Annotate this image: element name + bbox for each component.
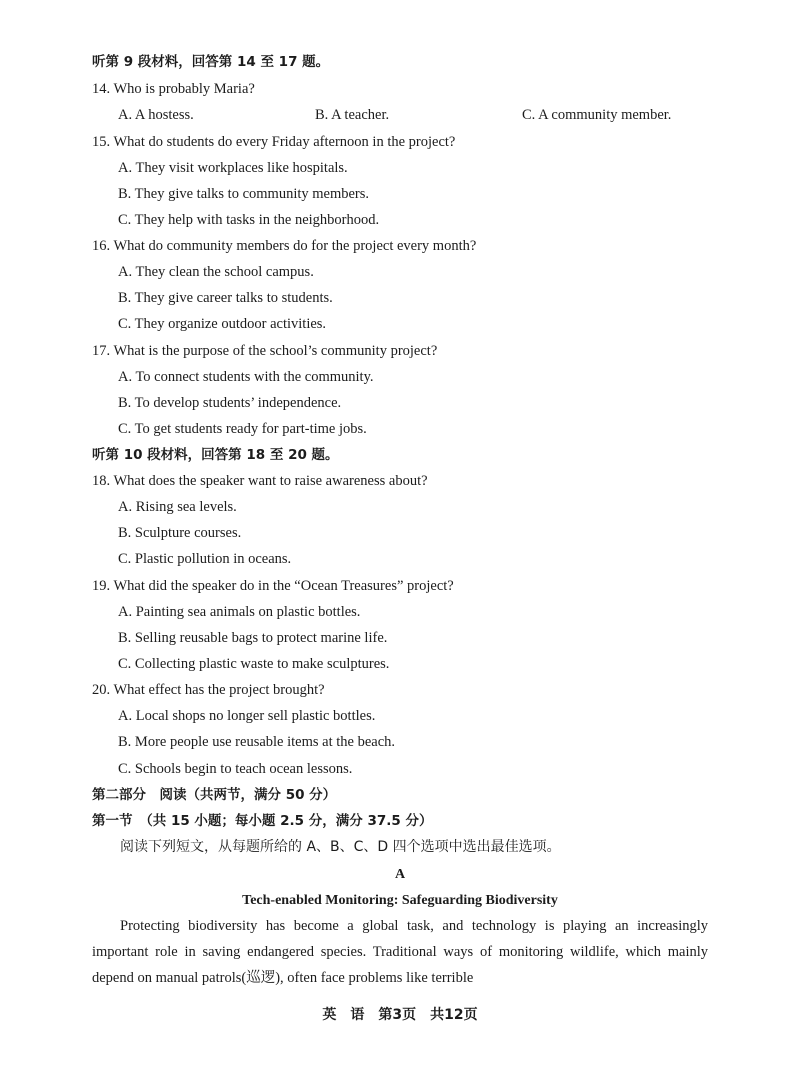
question-number: 15. [92,134,111,150]
section10-heading: 听第 10 段材料，回答第 18 至 20 题。 [92,447,339,463]
option-b: B. To develop students’ independence. [118,395,342,411]
option-b: B. More people use reusable items at the beach. [118,734,396,750]
question-number: 18. [92,473,111,489]
option-b: B. They give talks to community members. [118,186,370,202]
question-text: Who is probably Maria? [113,81,255,97]
option-c: C. A community member. [522,107,672,123]
option-b: B. They give career talks to students. [118,290,333,306]
option-c: C. Collecting plastic waste to make sculptures. [118,656,390,672]
option-a: A. A hostess. [118,107,194,123]
question-text: What do students do every Friday afternoon in the project? [113,134,456,150]
option-a: A. Local shops no longer sell plastic bottles. [118,708,376,724]
passage-title: Tech-enabled Monitoring: Safeguarding Biodiversity [242,893,558,908]
option-b: B. A teacher. [315,107,390,123]
question-17 [92,342,437,360]
section1-heading: 第一节 （共 15 小题；每小题 2.5 分，满分 37.5 分） [92,813,433,829]
option-c: C. They help with tasks in the neighborhood. [118,212,380,228]
option-c: C. They organize outdoor activities. [118,316,327,332]
option-a: A. Painting sea animals on plastic bottles. [118,604,361,620]
question-16 [92,237,476,255]
part2-heading: 第二部分 阅读（共两节，满分 50 分） [92,787,337,803]
question-18 [92,472,428,490]
section9-heading: 听第 9 段材料，回答第 14 至 17 题。 [92,54,330,70]
question-number: 16. [92,238,111,254]
option-b: B. Sculpture courses. [118,525,242,541]
question-number: 14. [92,81,111,97]
question-19 [92,577,454,595]
option-a: A. They visit workplaces like hospitals. [118,160,348,176]
option-c: C. To get students ready for part-time jobs. [118,421,367,437]
option-b: B. Selling reusable bags to protect marine life. [118,630,388,646]
option-a: A. Rising sea levels. [118,499,237,515]
question-text: What is the purpose of the school’s community project? [113,343,438,359]
question-15 [92,133,455,151]
passage-paragraph [92,913,708,991]
question-number: 19. [92,578,111,594]
reading-instruction: 阅读下列短文，从每题所给的 A、B、C、D 四个选项中选出最佳选项。 [120,839,561,855]
question-number: 17. [92,343,111,359]
option-c: C. Plastic pollution in oceans. [118,551,292,567]
question-text: What does the speaker want to raise awareness about? [113,473,428,489]
option-a: A. They clean the school campus. [118,264,314,280]
passage-text: Protecting biodiversity has become a global task, and technology is playing an increasingly important role in saving endangered species. Traditional ways of monitoring wildlife, which mainly depend on manual patrols(巡逻), often face problems like terrible [92,918,708,986]
question-text: What do community members do for the project every month? [113,238,477,254]
question-number: 20. [92,682,111,698]
page-footer: 英 语 第3页 共12页 [322,1007,478,1023]
question-text: What effect has the project brought? [113,682,325,698]
question-text: What did the speaker do in the “Ocean Treasures” project? [113,578,454,594]
option-a: A. To connect students with the community. [118,369,374,385]
question-20 [92,681,325,699]
passage-letter: A [394,867,406,882]
option-c: C. Schools begin to teach ocean lessons. [118,761,353,777]
question-14 [92,80,255,98]
